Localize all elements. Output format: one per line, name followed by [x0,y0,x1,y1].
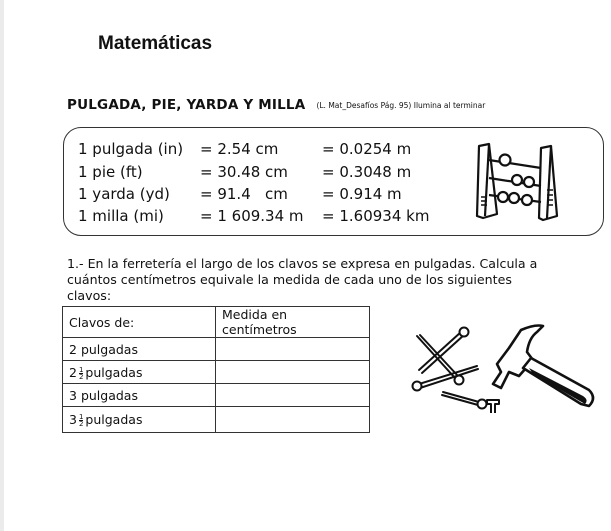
table-row [63,361,370,384]
table-row [63,407,370,433]
answer-cell[interactable] [216,361,370,384]
nail-size: 3 pulgadas [63,384,216,407]
unit-label: 1 yarda (yd) [78,185,170,203]
cm-value: = 30.48 cm [200,163,288,181]
unit-label: 1 pie (ft) [78,163,143,181]
section-title: PULGADA, PIE, YARDA Y MILLA [67,97,306,113]
header-centimeters: Medida en centímetros [216,307,370,338]
table-row [63,384,370,407]
section-heading [67,94,485,113]
table-header-row [63,307,370,338]
table-row [63,338,370,361]
header-nails: Clavos de: [63,307,216,338]
fraction: $\frac{1}{2}$ [78,365,84,381]
nail-size: 2 $\frac{1}{2}$ pulgadas [63,361,216,384]
fraction: $\frac{1}{2}$ [78,413,84,428]
cm-value: = 91.4 cm [200,185,288,203]
subject-title: Matemáticas [98,33,213,54]
answer-cell[interactable] [216,338,370,361]
nails-table [62,306,370,433]
m-value: = 0.3048 m [322,163,412,181]
hammer-and-nails-icon [405,318,600,413]
m-value: = 1.60934 km [322,207,430,225]
nail-size: 3 $\frac{1}{2}$ pulgadas [63,407,216,433]
m-value: = 0.914 m [322,185,402,203]
abacus-icon [475,142,560,222]
m-value: = 0.0254 m [322,140,412,158]
nail-size: 2 pulgadas [63,338,216,361]
unit-label: 1 milla (mi) [78,207,164,225]
page-margin [0,0,4,531]
answer-cell[interactable] [216,384,370,407]
cm-value: = 1 609.34 m [200,207,304,225]
book-reference: (L. Mat_Desafíos Pág. 95) Ilumina al terminar [316,101,486,110]
answer-cell[interactable] [216,407,370,433]
question-text: 1.- En la ferretería el largo de los clavos se expresa en pulgadas. Calcula a cuántos centímetros equivale la medida de cada uno de los siguientes clavos: [67,256,538,303]
unit-label: 1 pulgada (in) [78,140,184,158]
cm-value: = 2.54 cm [200,140,279,158]
